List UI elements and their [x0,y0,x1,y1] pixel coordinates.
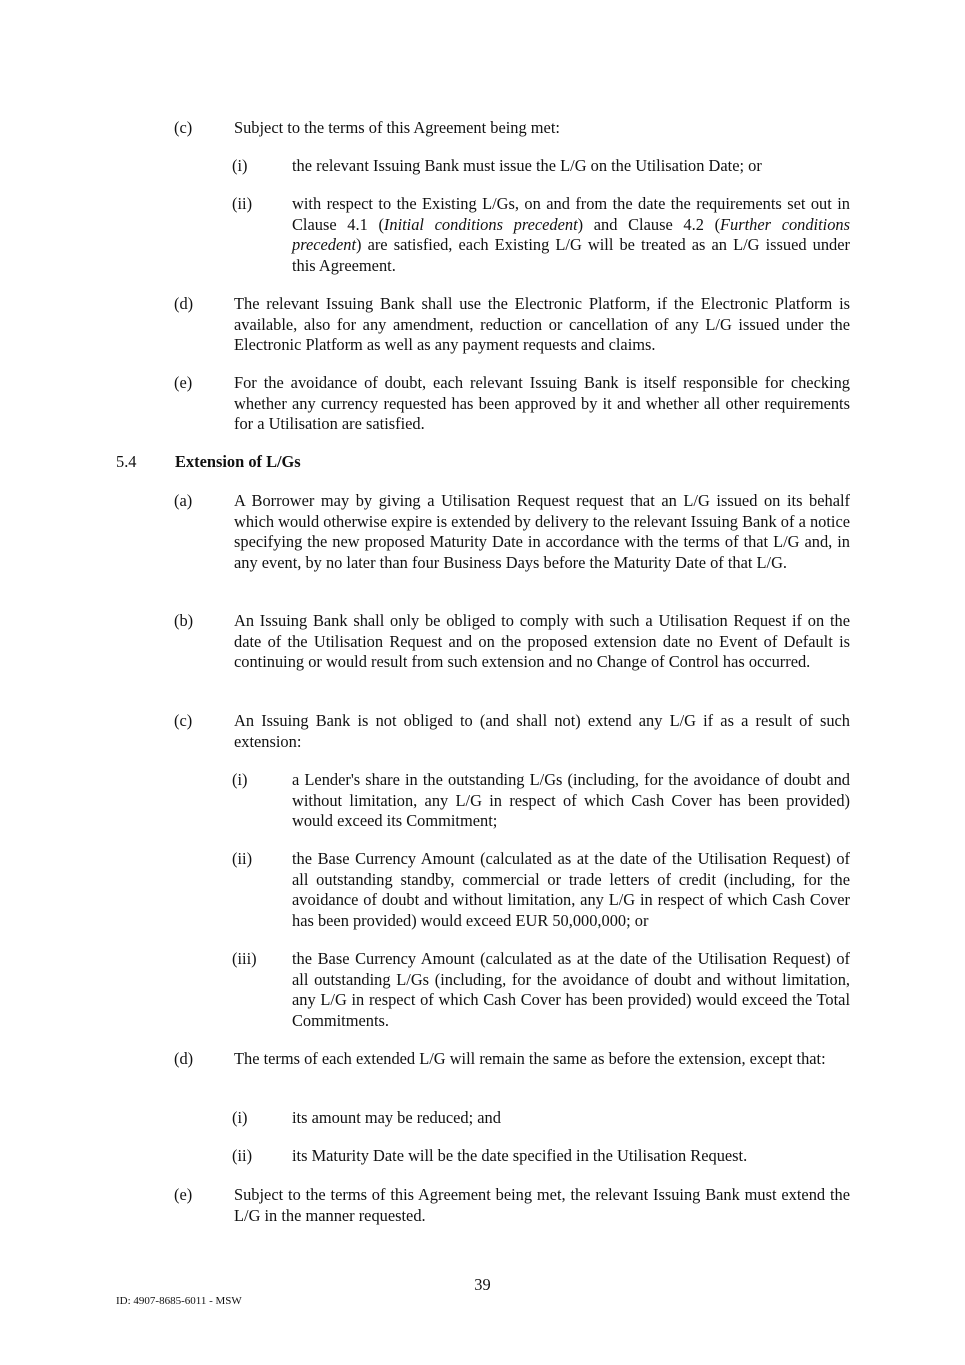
item-label: (i) [232,1108,248,1127]
item-text: a Lender's share in the outstanding L/Gs (including, for the avoidance of doubt and without limitation, any L/G in respect of which Cash Cover has been provided) would exceed its Commitment; [292,770,850,831]
item-label: (d) [174,1049,194,1068]
item-label: (e) [174,373,193,392]
item-label: (a) [174,491,193,510]
item-text: A Borrower may by giving a Utilisation Request request that an L/G issued on its behalf which would otherwise expire is extended by delivery to the relevant Issuing Bank of a notice specifying the new proposed Maturity Date in accordance with the terms of that L/G and, in any event, by no later than four Business Days before the Maturity Date of that L/G. [234,491,850,572]
page-number: 39 [474,1275,491,1294]
item-text: The terms of each extended L/G will remain the same as before the extension, except that: [234,1049,826,1068]
item-text: the Base Currency Amount (calculated as at the date of the Utilisation Request) of all outstanding L/Gs (including, for the avoidance of doubt and without limitation, any L/G in respect of which Cash Cover has been provided) would exceed the Total Commitments. [292,949,850,1030]
document-id: ID: 4907-8685-6011 - MSW [116,1295,242,1307]
item-label: (c) [174,711,193,730]
item-label: (d) [174,294,194,313]
item-label: (ii) [232,849,253,868]
item-text: the Base Currency Amount (calculated as at the date of the Utilisation Request) of all outstanding standby, commercial or trade letters of credit (including, for the avoidance of doubt and without limitation, any L/G in respect of which Cash Cover has been provided) would exceed EUR 50,000,000; or [292,849,850,930]
item-label: (ii) [232,1146,253,1165]
item-label: (c) [174,118,193,137]
item-label: (ii) [232,194,253,213]
section-number: 5.4 [116,452,137,471]
item-text: For the avoidance of doubt, each relevant Issuing Bank is itself responsible for checking whether any currency requested has been approved by it and whether all other requirements for a Utilisation are satisfied. [234,373,850,434]
item-text: Subject to the terms of this Agreement being met: [234,118,560,137]
item-label: (e) [174,1185,193,1204]
item-text: An Issuing Bank shall only be obliged to comply with such a Utilisation Request if on the date of the Utilisation Request and on the proposed extension date no Event of Default is continuing or would result from such extension and no Change of Control has occurred. [234,611,850,672]
section-title: Extension of L/Gs [175,452,301,471]
item-text: the relevant Issuing Bank must issue the L/G on the Utilisation Date; or [292,156,762,175]
item-text: its Maturity Date will be the date specified in the Utilisation Request. [292,1146,748,1165]
item-label: (iii) [232,949,257,968]
item-label: (i) [232,156,248,175]
item-text: The relevant Issuing Bank shall use the Electronic Platform, if the Electronic Platform is available, also for any amendment, reduction or cancellation of any L/G issued under the Electronic Platform as well as any payment requests and claims. [234,294,850,355]
item-label: (i) [232,770,248,789]
item-text: Subject to the terms of this Agreement being met, the relevant Issuing Bank must extend the L/G in the manner requested. [234,1185,850,1225]
item-text: its amount may be reduced; and [292,1108,501,1127]
item-text: with respect to the Existing L/Gs, on and from the date the requirements set out in Clause 4.1 (Initial conditions precedent) and Clause 4.2 (Further conditions precedent) are satisfied, each Existing L/G will be treated as an L/G issued under this Agreement. [292,194,850,275]
item-text: An Issuing Bank is not obliged to (and shall not) extend any L/G if as a result of such extension: [234,711,850,751]
item-label: (b) [174,611,194,630]
